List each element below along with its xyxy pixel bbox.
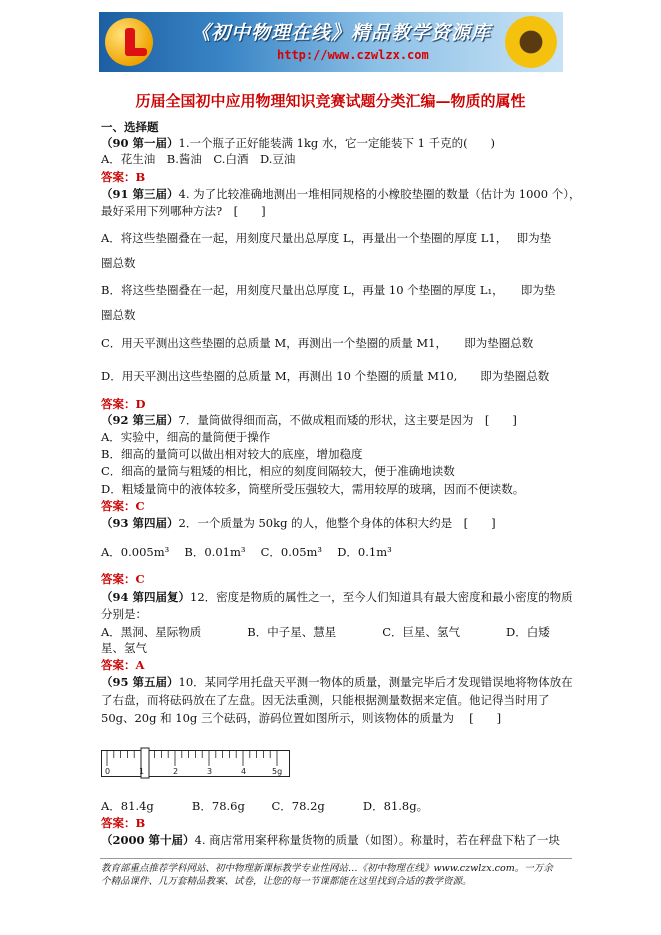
question-5-line2: 分别是： [101, 607, 147, 621]
question-2-option-c: C．用天平测出这些垫圈的总质量 M，再测出一个垫圈的质量 M1， 即为垫圈总数 [101, 336, 534, 350]
question-2-option-a-cont: 圈总数 [101, 256, 136, 270]
ruler-label-2: 2 [173, 767, 179, 776]
question-6-line2: 了右盘，而将砝码放在了左盘。因无法重测，只能根据测量数据来定值。他记得当时用了 [101, 693, 550, 707]
sunflower-image [505, 16, 557, 68]
answer-1: 答案：B [101, 170, 146, 184]
question-3-option-c: C．细高的量筒与粗矮的相比，相应的刻度间隔较大，便于准确地读数 [101, 464, 455, 478]
ruler-label-1: 1 [139, 767, 145, 776]
ruler-label-0: 0 [105, 767, 111, 776]
ruler-label-3: 3 [207, 767, 213, 776]
footer-line-2: 个精品课件、几万套精品教案、试卷，让您的每一节课都能在这里找到合适的教学资源。 [101, 876, 472, 887]
balance-scale-ruler [101, 746, 291, 782]
question-4: （93 第四届）2．一个质量为 50kg 的人，他整个身体的体积大约是 [ ] [101, 516, 496, 530]
footer-line-1: 教育部重点推荐学科网站、初中物理新课标教学专业性网站…《初中物理在线》www.czwlzx.com。一万余 [101, 863, 553, 874]
question-3-option-b: B．细高的量筒可以做出相对较大的底座，增加稳度 [101, 447, 363, 461]
site-banner [99, 12, 563, 72]
question-1-options: A．花生油 B.酱油 C.白酒 D.豆油 [101, 152, 296, 166]
question-5-options: A．黑洞、星际物质 B．中子星、慧星 C．巨星、氢气 D．白矮 [101, 625, 550, 639]
question-5-options-cont: 星、氢气 [101, 641, 147, 655]
question-6-line3: 50g、20g 和 10g 三个砝码，游码位置如图所示，则该物体的质量为 [ ] [101, 711, 502, 725]
banner-url[interactable]: http://www.czwlzx.com [277, 48, 429, 62]
question-5: （94 第四届复）12．密度是物质的属性之一，至今人们知道具有最大密度和最小密度的物质 [101, 590, 573, 604]
question-2-option-b-cont: 圈总数 [101, 308, 136, 322]
question-3-option-a: A．实验中，细高的量筒便于操作 [101, 430, 271, 444]
question-3: （92 第三届）7．量筒做得细而高，不做成粗而矮的形状，这主要是因为 [ ] [101, 413, 517, 427]
page-title: 历届全国初中应用物理知识竞赛试题分类汇编—物质的属性 [135, 92, 526, 110]
banner-title: 《初中物理在线》精品教学资源库 [191, 22, 492, 44]
ruler-label-5: 5g [272, 767, 283, 776]
question-6-options: A．81.4g B．78.6g C．78.2g D．81.8g。 [101, 799, 429, 813]
question-3-option-d: D．粗矮量筒中的液体较多，筒壁所受压强较大，需用较厚的玻璃，因而不便读数。 [101, 482, 525, 496]
answer-5: 答案：A [101, 658, 145, 672]
question-2: （91 第三届）4. 为了比较准确地测出一堆相同规格的小橡胶垫圈的数量（估计为 1000 个）， [101, 187, 581, 201]
question-6: （95 第五届）10．某同学用托盘天平测一物体的质量，测量完毕后才发现错误地将物体放在 [101, 675, 573, 689]
question-2-option-b: B．将这些垫圈叠在一起，用刻度尺量出总厚度 L，再量 10 个垫圈的厚度 L₁， 即为垫 [101, 283, 556, 297]
question-2-option-a: A．将这些垫圈叠在一起，用刻度尺量出总厚度 L，再量出一个垫圈的厚度 L1， 即为垫 [101, 231, 552, 245]
ruler-label-4: 4 [241, 767, 247, 776]
question-2-line2: 最好采用下列哪种方法? [ ] [101, 204, 266, 218]
footer-divider [100, 858, 572, 859]
answer-4: 答案：C [101, 572, 145, 586]
section-heading: 一、选择题 [101, 120, 159, 134]
question-7: （2000 第十届）4. 商店常用案秤称量货物的质量（如图）。称量时，若在秤盘下粘了一块 [101, 833, 560, 847]
page-footer [101, 862, 571, 888]
answer-3: 答案：C [101, 499, 145, 513]
site-logo [105, 18, 153, 66]
question-1: （90 第一届）1.一个瓶子正好能装满 1kg 水，它一定能装下 1 千克的( ) [101, 136, 496, 150]
answer-2: 答案：D [101, 397, 146, 411]
question-2-option-d: D．用天平测出这些垫圈的总质量 M，再测出 10 个垫圈的质量 M10, 即为垫圈总数 [101, 369, 550, 383]
answer-6: 答案：B [101, 816, 146, 830]
question-4-options: A．0.005m³ B．0.01m³ C．0.05m³ D．0.1m³ [101, 545, 392, 559]
